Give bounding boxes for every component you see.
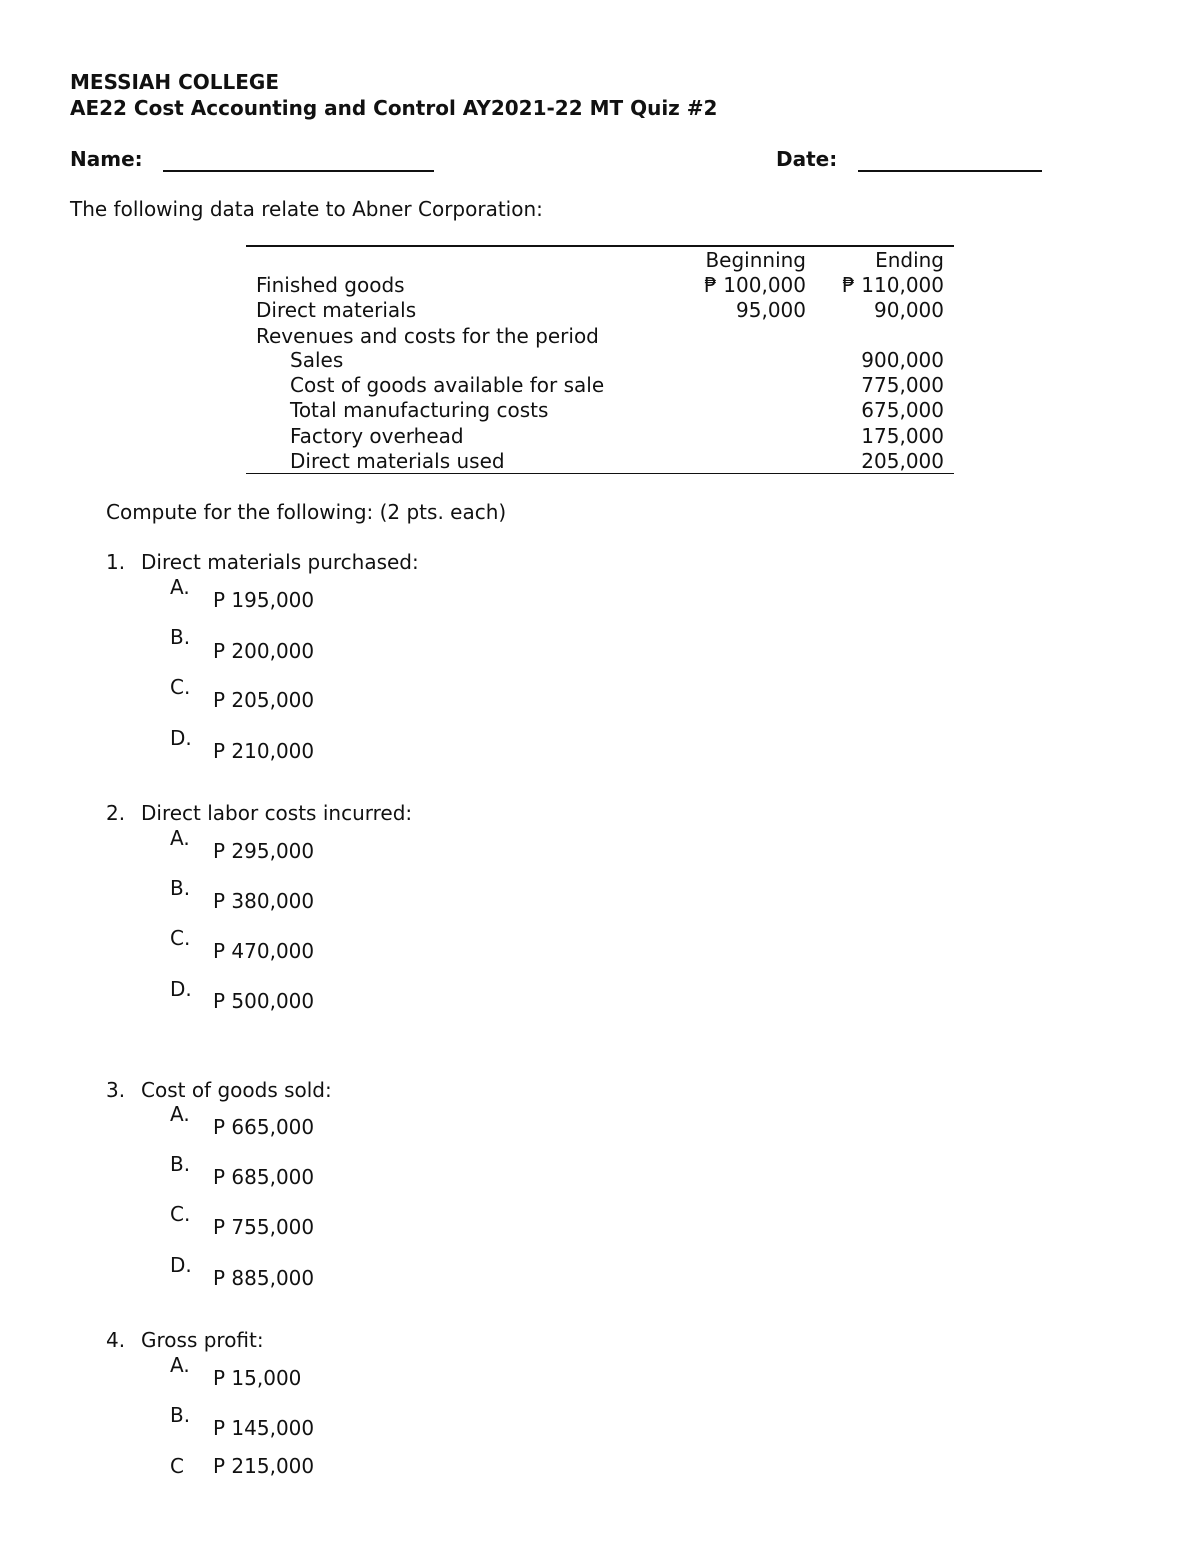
row-label: Direct materials bbox=[256, 298, 417, 322]
option-value[interactable]: P 200,000 bbox=[213, 639, 315, 663]
option-value[interactable]: P 665,000 bbox=[213, 1115, 315, 1139]
table-bottom-rule bbox=[246, 473, 954, 474]
option-value[interactable]: P 470,000 bbox=[213, 939, 315, 963]
table-header-row bbox=[246, 248, 954, 273]
option-letter[interactable]: C bbox=[170, 1454, 184, 1478]
date-label: Date: bbox=[776, 147, 838, 171]
beginning-value: 95,000 bbox=[736, 298, 806, 322]
ending-value: 900,000 bbox=[861, 348, 944, 372]
row-label: Sales bbox=[290, 348, 344, 372]
option-letter[interactable]: D. bbox=[170, 1253, 192, 1277]
row-label: Cost of goods available for sale bbox=[290, 373, 605, 397]
option-value[interactable]: P 15,000 bbox=[213, 1366, 302, 1390]
option-value[interactable]: P 145,000 bbox=[213, 1416, 315, 1440]
table-row bbox=[246, 449, 954, 474]
option-value[interactable]: P 380,000 bbox=[213, 889, 315, 913]
table-row bbox=[246, 273, 954, 298]
option-letter[interactable]: D. bbox=[170, 977, 192, 1001]
row-label: Finished goods bbox=[256, 273, 405, 297]
option-value[interactable]: P 210,000 bbox=[213, 739, 315, 763]
instruction-text: Compute for the following: (2 pts. each) bbox=[106, 500, 507, 524]
option-letter[interactable]: B. bbox=[170, 1152, 191, 1176]
question-number: 2. bbox=[106, 801, 126, 825]
option-value[interactable]: P 295,000 bbox=[213, 839, 315, 863]
table-row bbox=[246, 424, 954, 449]
row-label: Total manufacturing costs bbox=[290, 398, 549, 422]
option-letter[interactable]: D. bbox=[170, 726, 192, 750]
beginning-value: ₱ 100,000 bbox=[704, 273, 806, 297]
ending-value: 775,000 bbox=[861, 373, 944, 397]
option-letter[interactable]: C. bbox=[170, 675, 191, 699]
row-label: Factory overhead bbox=[290, 424, 464, 448]
question-text: Direct materials purchased: bbox=[141, 550, 419, 574]
option-value[interactable]: P 685,000 bbox=[213, 1165, 315, 1189]
question-number: 1. bbox=[106, 550, 126, 574]
question-number: 3. bbox=[106, 1078, 126, 1102]
date-blank-line[interactable] bbox=[858, 170, 1042, 172]
table-row bbox=[246, 324, 954, 349]
question-text: Direct labor costs incurred: bbox=[141, 801, 413, 825]
option-value[interactable]: P 500,000 bbox=[213, 989, 315, 1013]
column-header-beginning: Beginning bbox=[705, 248, 806, 272]
intro-text: The following data relate to Abner Corporation: bbox=[70, 197, 543, 221]
option-letter[interactable]: C. bbox=[170, 1202, 191, 1226]
question-text: Cost of goods sold: bbox=[141, 1078, 332, 1102]
option-letter[interactable]: A. bbox=[170, 575, 190, 599]
table-row bbox=[246, 373, 954, 398]
option-value[interactable]: P 755,000 bbox=[213, 1215, 315, 1239]
option-letter[interactable]: B. bbox=[170, 625, 191, 649]
course-title: AE22 Cost Accounting and Control AY2021-22 MT Quiz #2 bbox=[70, 96, 718, 120]
table-row bbox=[246, 298, 954, 323]
option-letter[interactable]: B. bbox=[170, 876, 191, 900]
ending-value: 90,000 bbox=[874, 298, 944, 322]
option-value[interactable]: P 215,000 bbox=[213, 1454, 315, 1478]
row-label: Revenues and costs for the period bbox=[256, 324, 599, 348]
option-letter[interactable]: A. bbox=[170, 826, 190, 850]
option-letter[interactable]: B. bbox=[170, 1403, 191, 1427]
row-label: Direct materials used bbox=[290, 449, 505, 473]
ending-value: 175,000 bbox=[861, 424, 944, 448]
name-blank-line[interactable] bbox=[163, 170, 434, 172]
option-value[interactable]: P 205,000 bbox=[213, 688, 315, 712]
table-row bbox=[246, 398, 954, 423]
option-letter[interactable]: A. bbox=[170, 1353, 190, 1377]
table-top-rule bbox=[246, 245, 954, 247]
ending-value: ₱ 110,000 bbox=[842, 273, 944, 297]
question-text: Gross profit: bbox=[141, 1328, 264, 1352]
name-label: Name: bbox=[70, 147, 143, 171]
option-value[interactable]: P 195,000 bbox=[213, 588, 315, 612]
option-letter[interactable]: C. bbox=[170, 926, 191, 950]
ending-value: 675,000 bbox=[861, 398, 944, 422]
option-value[interactable]: P 885,000 bbox=[213, 1266, 315, 1290]
question-number: 4. bbox=[106, 1328, 126, 1352]
table-row bbox=[246, 348, 954, 373]
institution-title: MESSIAH COLLEGE bbox=[70, 70, 280, 94]
option-letter[interactable]: A. bbox=[170, 1102, 190, 1126]
ending-value: 205,000 bbox=[861, 449, 944, 473]
column-header-ending: Ending bbox=[875, 248, 944, 272]
